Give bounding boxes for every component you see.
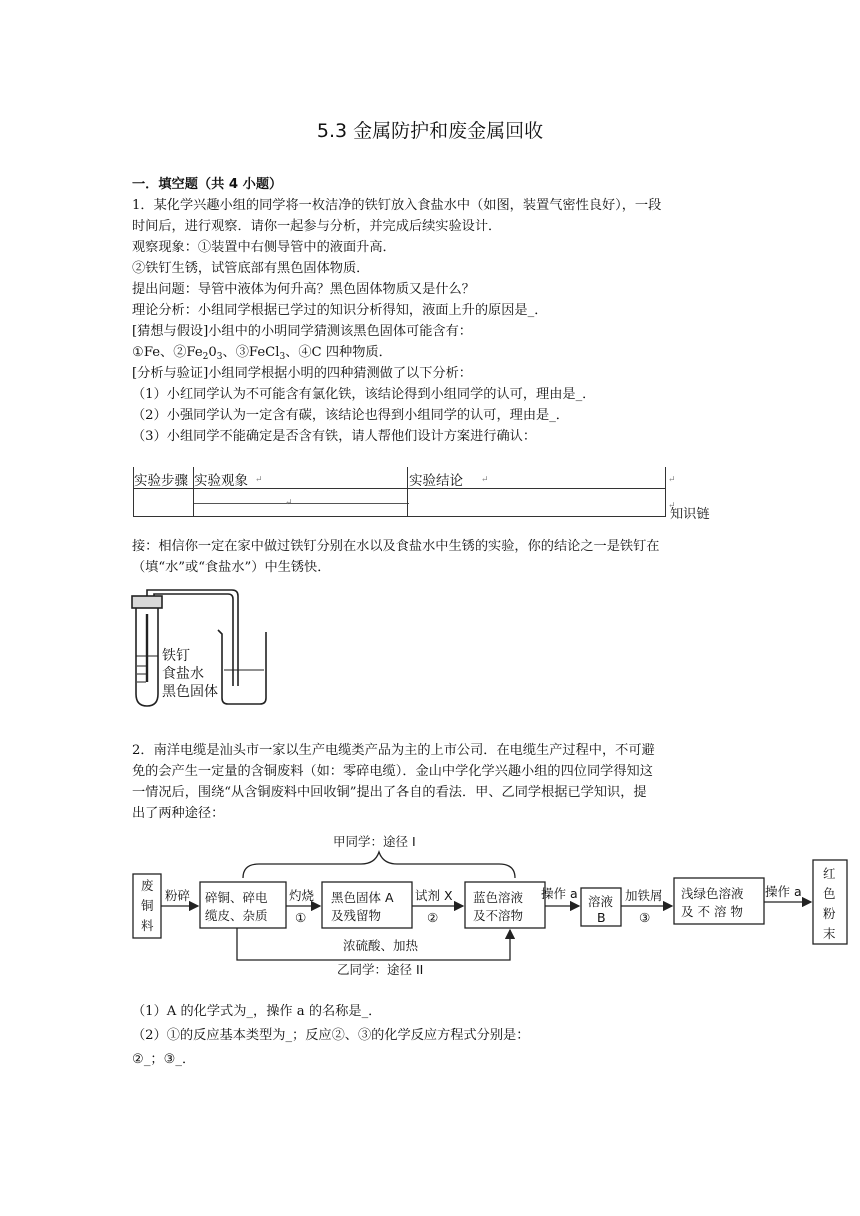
label-brine: 食盐水 bbox=[162, 666, 204, 682]
step-label: 操作 a bbox=[541, 886, 578, 901]
subscript: 2 bbox=[202, 352, 209, 362]
q1-text: 提出问题：导管中液体为何升高？黑色固体物质又是什么？ bbox=[132, 282, 475, 297]
q1-text: （1）小红同学认为不可能含有氯化铁，该结论得到小组同学的认可，理由是_． bbox=[132, 387, 596, 402]
step-number: ③ bbox=[639, 910, 651, 925]
box-text: 及 不 溶 物 bbox=[681, 904, 743, 919]
return-mark-icon: ↵ bbox=[668, 475, 676, 485]
box-text: 溶液 bbox=[588, 894, 614, 909]
box-text: B bbox=[597, 910, 606, 925]
box-text: 末 bbox=[823, 926, 836, 941]
apparatus-figure bbox=[126, 586, 274, 710]
q1-text: （2）小强同学认为一定含有碳，该结论也得到小组同学的认可，理由是_． bbox=[132, 408, 569, 423]
q2-text: 一情况后，围绕“从含铜废料中回收铜”提出了各自的看法．甲、乙同学根据已学知识，提 bbox=[132, 785, 647, 800]
box-text: 黑色固体 A bbox=[331, 890, 394, 905]
q1-text: [猜想与假设]小组中的小明同学猜测该黑色固体可能含有： bbox=[132, 324, 472, 339]
box-text: 红 bbox=[823, 866, 836, 881]
box-text: 蓝色溶液 bbox=[473, 890, 524, 905]
step-number: ② bbox=[427, 910, 439, 925]
q1-text: （3）小组同学不能确定是否含有铁，请人帮他们设计方案进行确认： bbox=[132, 429, 537, 444]
box-text: 料 bbox=[141, 918, 154, 933]
route-i-label: 甲同学：途径 I bbox=[333, 834, 416, 849]
box-text: 缆皮、杂质 bbox=[205, 908, 268, 923]
q2-subquestion: （2）①的反应基本类型为_；反应②、③的化学反应方程式分别是： bbox=[132, 1028, 530, 1043]
step-label: 灼烧 bbox=[289, 888, 315, 903]
step-label: 操作 a bbox=[765, 884, 802, 899]
table-rule bbox=[665, 467, 666, 517]
box-text: 废 bbox=[141, 878, 154, 893]
q1-text: ②铁钉生锈，试管底部有黑色固体物质． bbox=[132, 261, 370, 276]
return-mark-icon: ↵ bbox=[285, 498, 293, 508]
q1-text: 接：相信你一定在家中做过铁钉分别在水以及食盐水中生锈的实验，你的结论之一是铁钉在 bbox=[132, 539, 660, 554]
step-label: 粉碎 bbox=[165, 888, 191, 903]
q2-text: 2．南洋电缆是汕头市一家以生产电缆类产品为主的上市公司．在电缆生产过程中，不可避 bbox=[132, 743, 655, 758]
box-text: 及不溶物 bbox=[473, 908, 524, 923]
text-run: 、④C 四种物质． bbox=[285, 345, 392, 360]
table-header-observation: 实验观象 bbox=[194, 473, 248, 489]
subscript: 3 bbox=[279, 352, 286, 362]
box-text: 浅绿色溶液 bbox=[681, 886, 744, 901]
q2-text: 免的会产生一定量的含铜废料（如：零碎电缆）．金山中学化学兴趣小组的四位同学得知这 bbox=[132, 764, 653, 779]
section-heading: 一．填空题（共 4 小题） bbox=[132, 177, 283, 192]
q1-text: 1．某化学兴趣小组的同学将一枚洁净的铁钉放入食盐水中（如图，装置气密性良好），一段 bbox=[132, 198, 662, 213]
table-header-step: 实验步骤 bbox=[134, 473, 188, 489]
table-rule bbox=[133, 516, 666, 517]
label-nail: 铁钉 bbox=[162, 648, 190, 664]
table-rule bbox=[407, 467, 408, 517]
box-text: 及残留物 bbox=[331, 908, 382, 923]
experiment-table bbox=[133, 467, 676, 517]
acid-label: 浓硫酸、加热 bbox=[343, 938, 419, 953]
return-mark-icon: ↵ bbox=[255, 475, 263, 485]
box-text: 色 bbox=[823, 886, 836, 901]
route-i-brace bbox=[243, 852, 515, 878]
q1-text: 观察现象：①装置中右侧导管中的液面升高． bbox=[132, 240, 396, 255]
stopper bbox=[132, 596, 162, 608]
text-run: 、③FeCl bbox=[222, 345, 280, 360]
q1-text: [分析与验证]小组同学根据小明的四种猜测做了以下分析： bbox=[132, 366, 472, 381]
q2-subquestion: （1）A 的化学式为_，操作 a 的名称是_． bbox=[132, 1004, 382, 1019]
subscript: 3 bbox=[216, 352, 223, 362]
beaker bbox=[218, 630, 266, 704]
q1-text: 时间后，进行观察．请你一起参与分析，并完成后续实验设计． bbox=[132, 219, 502, 234]
q1-formula-line bbox=[132, 344, 392, 366]
text-run: ①Fe、②Fe bbox=[132, 345, 203, 360]
return-mark-icon: ↵ bbox=[668, 501, 676, 511]
box-text: 粉 bbox=[823, 906, 836, 921]
flow-diagram bbox=[125, 826, 853, 986]
step-label: 试剂 X bbox=[415, 888, 453, 903]
step-number: ① bbox=[295, 910, 307, 925]
return-mark-icon: ↵ bbox=[481, 475, 489, 485]
q1-text: （填“水”或“食盐水”）中生锈快． bbox=[132, 560, 331, 575]
box-text: 铜 bbox=[141, 898, 154, 913]
route-ii-label: 乙同学：途径 II bbox=[337, 962, 424, 977]
q2-subquestion: ②_；③_． bbox=[132, 1052, 196, 1067]
q1-text: 理论分析：小组同学根据已学过的知识分析得知，液面上升的原因是_． bbox=[132, 303, 548, 318]
knowledge-link-text: 知识链 bbox=[670, 507, 710, 522]
box-text: 碎铜、碎电 bbox=[205, 890, 268, 905]
label-black-solid: 黑色固体 bbox=[162, 684, 218, 700]
text-run: 0 bbox=[208, 345, 217, 360]
q2-text: 出了两种途径： bbox=[132, 806, 225, 821]
table-header-conclusion: 实验结论 bbox=[409, 473, 463, 489]
page-title: 5.3 金属防护和废金属回收 bbox=[316, 120, 544, 142]
table-rule bbox=[193, 503, 409, 504]
step-label: 加铁屑 bbox=[625, 888, 663, 903]
